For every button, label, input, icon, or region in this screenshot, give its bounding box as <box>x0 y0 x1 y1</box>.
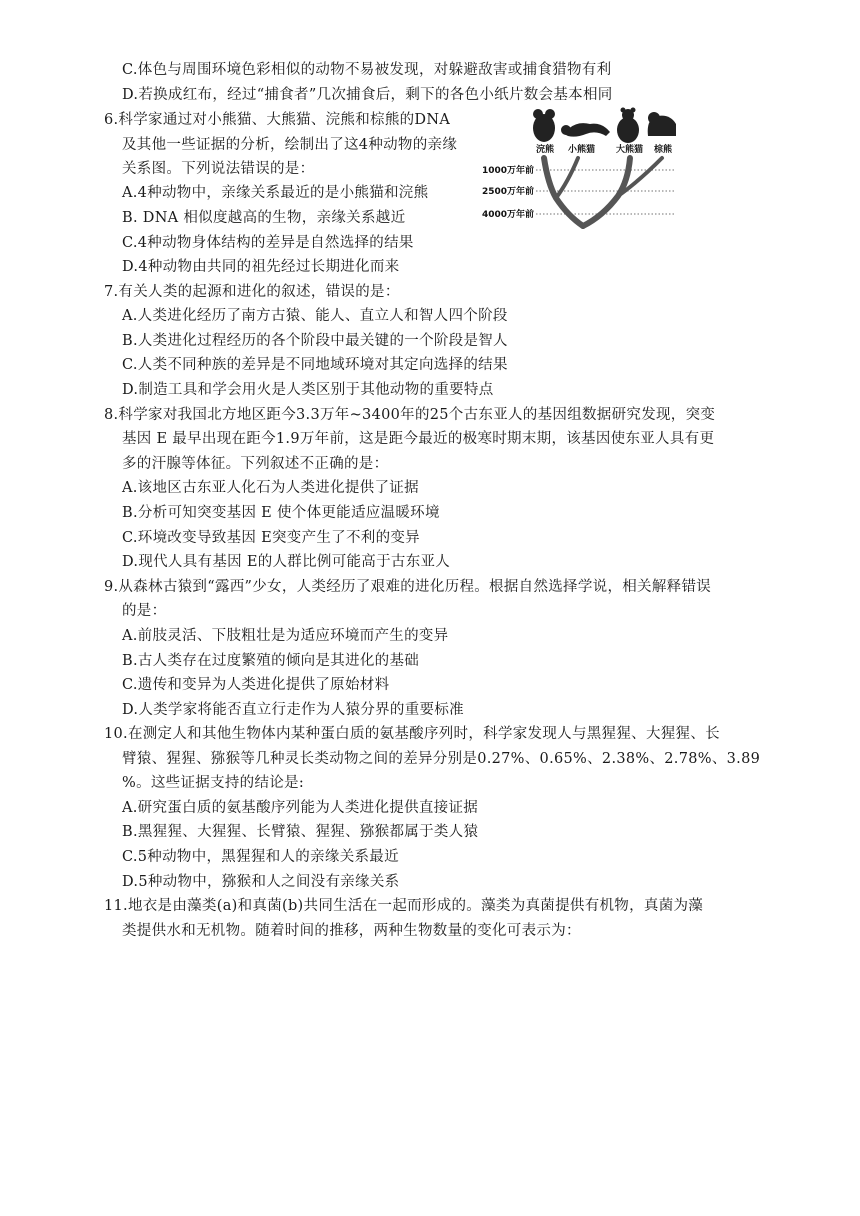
q9-option-d: D.人类学家将能否直立行走作为人猿分界的重要标准 <box>122 702 464 718</box>
q11-stem-line1: 11.地衣是由藻类(a)和真菌(b)共同生活在一起而形成的。藻类为真菌提供有机物，真菌为藻 <box>104 898 704 914</box>
q6-stem-line3: 关系图。下列说法错误的是： <box>122 161 315 177</box>
time-label-2: 2500万年前 <box>482 187 535 197</box>
phylogeny-tree <box>544 158 662 226</box>
brown-bear-silhouette <box>648 112 676 136</box>
raccoon-silhouette <box>533 109 555 142</box>
q10-stem-line3: %。这些证据支持的结论是: <box>122 775 305 791</box>
q9-stem-line2: 的是： <box>122 603 167 619</box>
red-panda-silhouette <box>561 123 610 137</box>
q6-option-c: C.4种动物身体结构的差异是自然选择的结果 <box>122 235 414 251</box>
q5-option-d: D.若换成红布，经过“捕食者”几次捕食后，剩下的各色小纸片数会基本相同 <box>122 87 613 103</box>
q10-option-c: C.5种动物中，黑猩猩和人的亲缘关系最近 <box>122 849 399 865</box>
q8-stem-line3: 多的汗腺等体征。下列叙述不正确的是： <box>122 456 389 472</box>
q8-option-a: A.该地区古东亚人化石为人类进化提供了证据 <box>122 480 419 496</box>
q7-option-b: B.人类进化过程经历的各个阶段中最关键的一个阶段是智人 <box>122 333 508 349</box>
q10-stem-line2: 臂猿、猩猩、猕猴等几种灵长类动物之间的差异分别是0.27%、0.65%、2.38%、2.78%、3.89 <box>122 751 761 767</box>
time-label-3: 4000万年前 <box>482 210 535 220</box>
q8-stem-line1: 8.科学家对我国北方地区距今3.3万年~3400年的25个古东亚人的基因组数据研究发现，突变 <box>104 407 716 423</box>
q10-option-a: A.研究蛋白质的氨基酸序列能为人类进化提供直接证据 <box>122 800 479 816</box>
q6-stem-line2: 及其他一些证据的分析，绘制出了这4种动物的亲缘 <box>122 137 458 153</box>
q8-option-b: B.分析可知突变基因 E 使个体更能适应温暖环境 <box>122 505 440 521</box>
animal-label-brown-bear: 棕熊 <box>654 145 673 155</box>
animal-label-raccoon: 浣熊 <box>536 145 555 155</box>
q7-option-a: A.人类进化经历了南方古猿、能人、直立人和智人四个阶段 <box>122 308 508 324</box>
q8-option-c: C.环境改变导致基因 E突变产生了不利的变异 <box>122 530 420 546</box>
phylogeny-figure <box>478 106 678 234</box>
q7-option-d: D.制造工具和学会用火是人类区别于其他动物的重要特点 <box>122 382 494 398</box>
time-label-1: 1000万年前 <box>482 166 535 176</box>
q7-stem: 7.有关人类的起源和进化的叙述，错误的是： <box>104 284 400 300</box>
q9-option-a: A.前肢灵活、下肢粗壮是为适应环境而产生的变异 <box>122 628 449 644</box>
q9-option-c: C.遗传和变异为人类进化提供了原始材料 <box>122 677 390 693</box>
animal-label-giant-panda: 大熊猫 <box>616 145 644 155</box>
giant-panda-silhouette <box>617 108 639 144</box>
animal-label-red-panda: 小熊猫 <box>568 145 596 155</box>
q6-option-a: A.4种动物中，亲缘关系最近的是小熊猫和浣熊 <box>122 185 429 201</box>
q5-option-c: C.体色与周围环境色彩相似的动物不易被发现，对躲避敌害或捕食猎物有利 <box>122 62 612 78</box>
q10-option-b: B.黑猩猩、大猩猩、长臂猿、猩猩、猕猴都属于类人猿 <box>122 824 479 840</box>
q8-option-d: D.现代人具有基因 E的人群比例可能高于古东亚人 <box>122 554 451 570</box>
q6-stem-line1: 6.科学家通过对小熊猫、大熊猫、浣熊和棕熊的DNA <box>104 112 451 128</box>
q9-stem-line1: 9.从森林古猿到“露西”少女，人类经历了艰难的进化历程。根据自然选择学说，相关解释错误 <box>104 579 712 595</box>
q8-stem-line2: 基因 E 最早出现在距今1.9万年前，这是距今最近的极寒时期末期，该基因使东亚人具有更 <box>122 431 715 447</box>
q6-option-d: D.4种动物由共同的祖先经过长期进化而来 <box>122 259 400 275</box>
q9-option-b: B.古人类存在过度繁殖的倾向是其进化的基础 <box>122 653 420 669</box>
q7-option-c: C.人类不同种族的差异是不同地域环境对其定向选择的结果 <box>122 357 508 373</box>
q10-stem-line1: 10.在测定人和其他生物体内某种蛋白质的氨基酸序列时，科学家发现人与黑猩猩、大猩猩、长 <box>104 726 720 742</box>
q10-option-d: D.5种动物中，猕猴和人之间没有亲缘关系 <box>122 874 400 890</box>
q11-stem-line2: 类提供水和无机物。随着时间的推移，两种生物数量的变化可表示为： <box>122 923 581 939</box>
q6-option-b: B. DNA 相似度越高的生物，亲缘关系越近 <box>122 210 406 226</box>
